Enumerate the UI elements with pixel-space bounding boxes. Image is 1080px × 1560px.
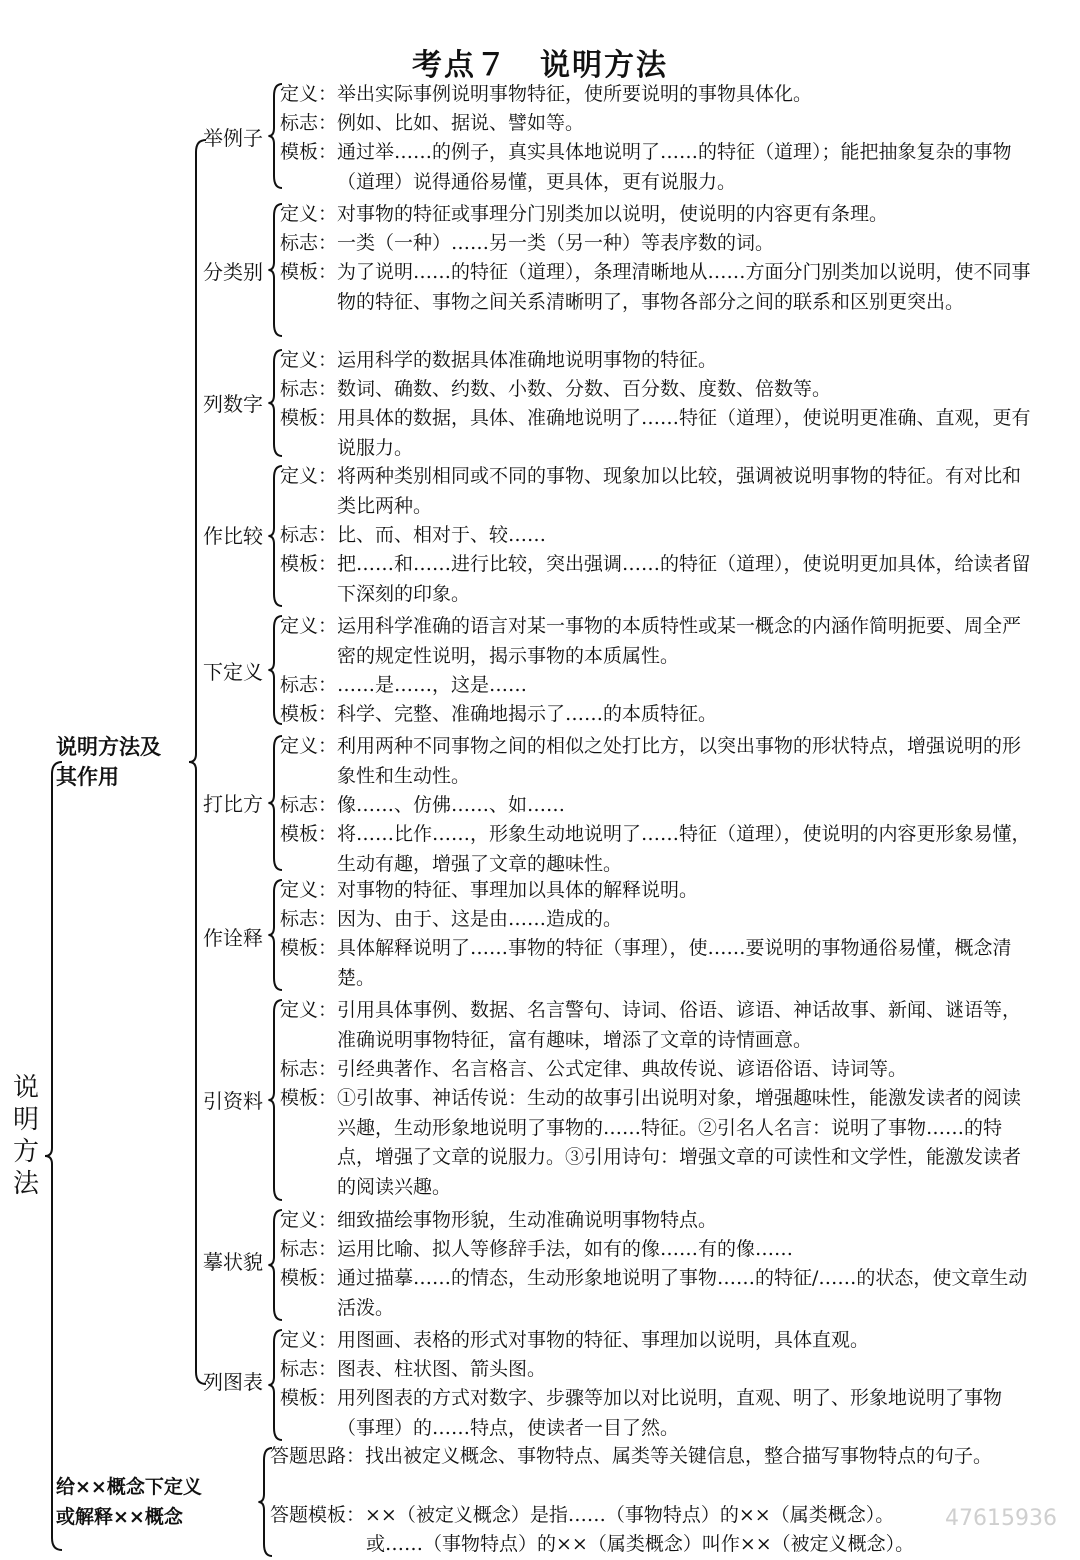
method-name: 列图表	[203, 1370, 263, 1394]
method-definition-row	[280, 876, 1040, 906]
marker-text: 像……、仿佛……、如……	[337, 794, 566, 816]
root-label-char: 法	[12, 1169, 39, 1199]
answer-template-line: ××（被定义概念）是指……（事物特点）的××（属类概念）。	[365, 1504, 895, 1526]
marker-label: 标志：	[280, 794, 338, 816]
template-label: 模板：	[280, 261, 338, 283]
template-text: 用具体的数据，具体、准确地说明了……特征（道理），使说明更准确、直观，更有说服力。	[337, 407, 1031, 459]
method-definition-row	[280, 612, 1040, 671]
marker-text: ……是……，这是……	[337, 674, 528, 696]
answer-thinking-row	[270, 1442, 1040, 1472]
definition-label: 定义：	[280, 349, 338, 371]
definition-label: 定义：	[280, 83, 338, 105]
method-definition-row	[280, 996, 1040, 1055]
definition-question-label-line: 给××概念下定义	[56, 1476, 202, 1498]
answer-template-line: 或……（事物特点）的××（属类概念）叫作××（被定义概念）。	[366, 1533, 915, 1555]
method-template-row	[280, 404, 1040, 463]
template-label: 模板：	[280, 1387, 338, 1409]
marker-text: 因为、由于、这是由……造成的。	[337, 908, 623, 930]
marker-label: 标志：	[280, 674, 338, 696]
marker-label: 标志：	[280, 378, 338, 400]
method-name: 列数字	[203, 392, 263, 416]
template-text: 通过举……的例子，真实具体地说明了……的特征（道理）；能把抽象复杂的事物（道理）说得通俗易懂，更具体，更有说服力。	[337, 141, 1012, 193]
definition-text: 举出实际事例说明事物特征，使所要说明的事物具体化。	[337, 83, 813, 105]
definition-question-label	[56, 1472, 202, 1532]
method-template-row	[280, 1384, 1040, 1443]
marker-text: 引经典著作、名言格言、公式定律、典故传说、谚语俗语、诗词等。	[337, 1058, 908, 1080]
page-title: 考点７ 说明方法	[412, 48, 668, 83]
method-name: 作诠释	[203, 926, 263, 950]
marker-label: 标志：	[280, 1058, 338, 1080]
definition-text: 运用科学准确的语言对某一事物的本质特性或某一概念的内涵作简明扼要、周全严密的规定性说明，揭示事物的本质属性。	[337, 615, 1022, 667]
method-definition-row	[280, 732, 1040, 791]
method-marker-row	[280, 109, 1040, 139]
definition-label: 定义：	[280, 999, 338, 1021]
method-template-row	[280, 1084, 1040, 1202]
method-marker-row	[280, 791, 1040, 821]
method-marker-row	[280, 1055, 1040, 1085]
method-template-row	[280, 1264, 1040, 1323]
method-definition-row	[280, 1326, 1040, 1356]
method-name: 摹状貌	[203, 1250, 263, 1274]
method-template-row	[280, 138, 1040, 197]
template-label: 模板：	[280, 407, 338, 429]
definition-text: 将两种类别相同或不同的事物、现象加以比较，强调被说明事物的特征。有对比和类比两种。	[337, 465, 1022, 517]
definition-label: 定义：	[280, 1329, 338, 1351]
marker-text: 一类（一种）……另一类（另一种）等表序数的词。	[337, 232, 775, 254]
definition-label: 定义：	[280, 735, 338, 757]
definition-text: 对事物的特征、事理加以具体的解释说明。	[337, 879, 699, 901]
method-template-row	[280, 550, 1040, 609]
methods-group-label-line: 说明方法及	[56, 735, 161, 759]
definition-text: 细致描绘事物形貌，生动准确说明事物特点。	[337, 1209, 718, 1231]
template-text: 通过描摹……的情态，生动形象地说明了事物……的特征/……的状态，使文章生动活泼。	[337, 1267, 1028, 1319]
definition-label: 定义：	[280, 1209, 338, 1231]
marker-label: 标志：	[280, 1358, 338, 1380]
methods-brace	[189, 140, 206, 1384]
method-marker-row	[280, 1235, 1040, 1265]
answer-template-label: 答题模板：	[270, 1504, 366, 1526]
template-text: 将……比作……，形象生动地说明了……特征（道理），使说明的内容更形象易懂，生动有趣，增强了文章的趣味性。	[337, 823, 1031, 875]
root-label-char: 明	[12, 1105, 39, 1135]
method-template-row	[280, 258, 1040, 317]
definition-text: 对事物的特征或事理分门别类加以说明，使说明的内容更有条理。	[337, 203, 889, 225]
method-definition-row	[280, 1206, 1040, 1236]
template-label: 模板：	[280, 703, 338, 725]
method-marker-row	[280, 671, 1040, 701]
method-marker-row	[280, 1355, 1040, 1385]
method-definition-row	[280, 200, 1040, 230]
method-marker-row	[280, 229, 1040, 259]
definition-label: 定义：	[280, 465, 338, 487]
marker-text: 比、而、相对于、较……	[337, 524, 547, 546]
root-label-char: 方	[12, 1137, 39, 1167]
method-name: 作比较	[203, 524, 263, 548]
template-label: 模板：	[280, 1087, 338, 1109]
template-text: 具体解释说明了……事物的特征（事理），使……要说明的事物通俗易懂，概念清楚。	[337, 937, 1012, 989]
marker-label: 标志：	[280, 908, 338, 930]
definition-label: 定义：	[280, 879, 338, 901]
marker-label: 标志：	[280, 1238, 338, 1260]
root-label	[12, 1072, 40, 1200]
template-text: 为了说明……的特征（道理），条理清晰地从……方面分门别类加以说明，使不同事物的特征、事物之间关系清晰明了，事物各部分之间的联系和区别更突出。	[337, 261, 1031, 313]
method-definition-row	[280, 346, 1040, 376]
answer-template-row	[270, 1501, 1040, 1531]
method-marker-row	[280, 375, 1040, 405]
answer-thinking-text: 找出被定义概念、事物特点、属类等关键信息，整合描写事物特点的句子。	[365, 1445, 993, 1467]
template-label: 模板：	[280, 553, 338, 575]
method-marker-row	[280, 521, 1040, 551]
template-label: 模板：	[280, 1267, 338, 1289]
method-template-row	[280, 934, 1040, 993]
watermark: 47615936	[945, 1506, 1057, 1531]
template-label: 模板：	[280, 823, 338, 845]
answer-thinking-label: 答题思路：	[270, 1445, 366, 1467]
method-template-row	[280, 820, 1040, 879]
template-text: 科学、完整、准确地揭示了……的本质特征。	[337, 703, 718, 725]
method-name: 下定义	[203, 660, 263, 684]
definition-label: 定义：	[280, 615, 338, 637]
methods-group-label-line: 其作用	[56, 765, 119, 789]
method-name: 引资料	[203, 1089, 263, 1113]
definition-text: 用图画、表格的形式对事物的特征、事理加以说明，具体直观。	[337, 1329, 870, 1351]
marker-text: 数词、确数、约数、小数、分数、百分数、度数、倍数等。	[337, 378, 832, 400]
marker-text: 例如、比如、据说、譬如等。	[337, 112, 585, 134]
method-template-row	[280, 700, 1040, 730]
method-marker-row	[280, 905, 1040, 935]
marker-text: 图表、柱状图、箭头图。	[337, 1358, 547, 1380]
template-text: 用列图表的方式对数字、步骤等加以对比说明，直观、明了、形象地说明了事物（事理）的……特点，使读者一目了然。	[337, 1387, 1003, 1439]
template-text: ①引故事、神话传说：生动的故事引出说明对象，增强趣味性，能激发读者的阅读兴趣，生动形象地说明了事物的……特征。②引名人名言：说明了事物……的特点，增强了文章的说服力。③引用诗句：增强文章的可读性和文学性，能激发读者的阅读兴趣。	[337, 1087, 1022, 1198]
root-label-char: 说	[12, 1073, 39, 1103]
template-label: 模板：	[280, 937, 338, 959]
methods-group-label	[56, 732, 161, 792]
definition-text: 运用科学的数据具体准确地说明事物的特征。	[337, 349, 718, 371]
definition-text: 引用具体事例、数据、名言警句、诗词、俗语、谚语、神话故事、新闻、谜语等，准确说明事物特征，富有趣味，增添了文章的诗情画意。	[337, 999, 1022, 1051]
method-definition-row	[280, 462, 1040, 521]
method-name: 分类别	[203, 260, 263, 284]
definition-label: 定义：	[280, 203, 338, 225]
answer-template-row-2	[366, 1530, 1040, 1560]
method-name: 打比方	[203, 792, 263, 816]
template-label: 模板：	[280, 141, 338, 163]
marker-label: 标志：	[280, 232, 338, 254]
definition-question-label-line: 或解释××概念	[56, 1506, 183, 1528]
template-text: 把……和……进行比较，突出强调……的特征（道理），使说明更加具体，给读者留下深刻的印象。	[337, 553, 1031, 605]
root-brace	[45, 762, 62, 1550]
method-name: 举例子	[203, 126, 263, 150]
definition-text: 利用两种不同事物之间的相似之处打比方，以突出事物的形状特点，增强说明的形象性和生动性。	[337, 735, 1022, 787]
marker-label: 标志：	[280, 524, 338, 546]
marker-label: 标志：	[280, 112, 338, 134]
marker-text: 运用比喻、拟人等修辞手法，如有的像……有的像……	[337, 1238, 794, 1260]
method-definition-row	[280, 80, 1040, 110]
